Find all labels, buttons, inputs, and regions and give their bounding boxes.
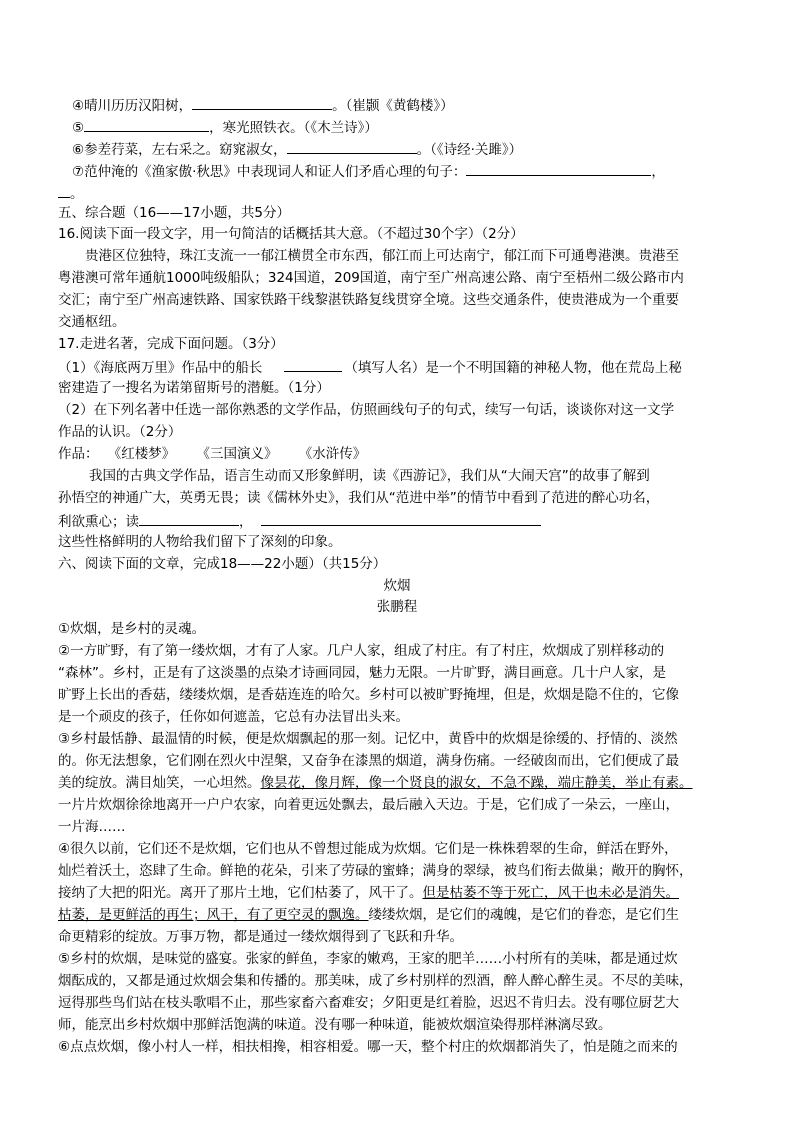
article-title: 炊烟 — [383, 578, 411, 594]
answer-blank[interactable] — [261, 510, 541, 526]
q17-part-2-line-2: 作品的认识。（2分） — [58, 424, 182, 440]
paragraph-3-line: 美的绽放。满目灿笑，一心坦然。像昙花，像月辉，像一个贤良的淑女，不急不躁，端庄静美，举止有素。 — [58, 775, 693, 791]
underlined-sentence: 枯萎，是更鲜活的再生；风干，有了更空灵的飘逸。 — [58, 907, 369, 923]
article-author: 张鹏程 — [376, 599, 418, 615]
poem-line-6: ⑥参差荇菜，左右采之。窈窕淑女， 。（《诗经·关雎》） — [72, 138, 522, 159]
paragraph-5-line: 师，能烹出乡村炊烟中那鲜活饱满的味道。没有哪一种味道，能被炊烟渲染得那样淋漓尽致。 — [58, 1017, 612, 1033]
paragraph-4-line: 命更精彩的绽放。万事万物，都是通过一缕炊烟得到了飞跃和升华。 — [58, 929, 463, 945]
answer-blank[interactable] — [84, 116, 209, 132]
paragraph-2-line: 是一个顽皮的孩子，任你如何遮盖，它总有办法冒出头来。 — [58, 709, 409, 725]
paragraph-5-line: ⑤乡村的炊烟，是味觉的盛宴。张家的鲜鱼，李家的嫩鸡，王家的肥羊……小村所有的美味，都是通过炊 — [58, 951, 678, 967]
paragraph-4-line: ④很久以前，它们还不是炊烟，它们也从不曾想过能成为炊烟。它们是一株株碧翠的生命，鲜活在野外， — [58, 841, 678, 857]
paragraph-2-line: 旷野上长出的香菇，缕缕炊烟，是香菇连连的哈欠。乡村可以被旷野掩埋，但是，炊烟是隐不住的，它像 — [58, 687, 679, 703]
paragraph-3-line: 的。你无法想象，它们刚在烈火中涅槃，又奋争在漆黑的烟道，满身伤痛。一经破囱而出，它们便成了最 — [58, 753, 679, 769]
paragraph-5-line: 烟酝成的，又都是通过炊烟会集和传播的。那美味，成了乡村别样的烈酒，醉人醉心醉生灵。不尽的美味， — [58, 973, 693, 989]
paragraph-4-line: 灿烂着沃土，恣肆了生命。鲜艳的花朵，引来了劳碌的蜜蜂；满身的翠绿，被鸟们衔去做巢；敞开的胸怀， — [58, 863, 693, 879]
work-option: 《红楼梦》 — [114, 446, 176, 462]
answer-blank[interactable] — [139, 510, 239, 526]
answer-blank[interactable] — [287, 138, 417, 154]
work-option: 《三国演义》 — [203, 446, 278, 462]
q16-passage-line: 贵港区位独特，珠江支流一一郁江横贯全市东西，郁江而上可达南宁，郁江而下可通粤港澳。贵港至 — [85, 248, 679, 264]
paragraph-4-line: 枯萎，是更鲜活的再生；风干，有了更空灵的飘逸。缕缕炊烟，是它们的魂魄，是它们的眷恋，是它们生 — [58, 907, 679, 923]
paragraph-1: ①炊烟，是乡村的灵魂。 — [58, 621, 206, 637]
poem-line-7-end: 。 — [58, 182, 84, 203]
example-line: 这些性格鲜明的人物给我们留下了深刻的印象。 — [58, 534, 342, 550]
q17-part-1: （1）《海底两万里》作品中的船长 （填写人名）是一个不明国籍的神秘人物，他在荒岛上秘 — [58, 356, 682, 377]
paragraph-3-line: 一片片炊烟徐徐地离开一户户农家，向着更远处飘去，最后融入天边。于是，它们成了一朵云，一座山， — [58, 797, 679, 813]
poem-line-4: ④晴川历历汉阳树， 。（崔颢《黄鹤楼》） — [72, 94, 454, 115]
underlined-sentence: 像昙花，像月辉，像一个贤良的淑女，不急不躁，端庄静美，举止有素。 — [260, 775, 693, 791]
paragraph-2-line: ②一方旷野，有了第一缕炊烟，才有了人家。几户人家，组成了村庄。有了村庄，炊烟成了别样移动的 — [58, 643, 665, 659]
paragraph-6-line: ⑥点点炊烟，像小村人一样，相扶相搀，相容相爱。哪一天，整个村庄的炊烟都消失了，怕是随之而来的 — [58, 1039, 678, 1055]
answer-blank[interactable] — [58, 182, 70, 198]
work-option: 《水浒传》 — [305, 446, 367, 462]
answer-blank[interactable] — [192, 94, 332, 110]
paragraph-3-line: 一片海…… — [58, 819, 126, 835]
question-17: 17.走进名著，完成下面问题。（3分） — [58, 336, 284, 352]
question-16: 16.阅读下面一段文字，用一句简洁的话概括其大意。（不超过30个字）（2分） — [58, 226, 524, 242]
poem-line-7: ⑦范仲淹的《渔家傲·秋思》中表现词人和证人们矛盾心理的句子： ， — [72, 160, 665, 181]
paragraph-2-line: “森林”。乡村，正是有了这淡墨的点染才诗画同园，魅力无限。一片旷野，满目画意。几十户人家，是 — [58, 665, 666, 681]
q17-part-2: （2）在下列名著中任选一部你熟悉的文学作品，仿照画线句子的句式，续写一句话，谈谈你对这一文学 — [58, 402, 675, 418]
example-line-fill: 利欲熏心；读 ， — [58, 510, 541, 531]
answer-blank[interactable] — [284, 356, 342, 372]
underlined-sentence: 但是枯萎不等于死亡，风干也未必是消失。 — [422, 885, 679, 901]
answer-blank[interactable] — [466, 160, 651, 176]
section-6-title: 六、阅读下面的文章，完成18——22小题）（共15分） — [58, 556, 387, 572]
q16-passage-line: 交汇；南宁至广州高速铁路、国家铁路干线黎湛铁路复线贯穿全境。这些交通条件，使贵港成为一个重要 — [58, 292, 679, 308]
paragraph-5-line: 逗得那些鸟们站在枝头歌唱不止，那些家畜六畜难安；夕阳更是红着脸，迟迟不肯归去。没有哪位厨艺大 — [58, 995, 679, 1011]
example-line: 孙悟空的神通广大，英勇无畏；读《儒林外史》，我们从“范进中举”的情节中看到了范进的醉心功名， — [58, 490, 660, 506]
paragraph-3-line: ③乡村最恬静、最温情的时候，便是炊烟飘起的那一刻。记忆中，黄昏中的炊烟是徐缓的、抒情的、淡然 — [58, 731, 678, 747]
example-line: 我国的古典文学作品，语言生动而又形象鲜明，读《西游记》，我们从“大闹天宫”的故事了解到 — [89, 468, 650, 484]
q16-passage-line: 粤港澳可常年通航1000吨级船队；324国道，209国道，南宁至广州高速公路、南宁至梧州二级公路市内 — [58, 270, 684, 286]
poem-line-5: ⑤ ，寒光照铁衣。（《木兰诗》） — [72, 116, 378, 137]
q16-passage-line: 交通枢纽。 — [58, 314, 126, 330]
works-list: 作品： 《红楼梦》 《三国演义》 《水浒传》 — [58, 446, 367, 462]
q17-part-1-line-2: 密建造了一搜名为诺第留斯号的潜艇。（1分） — [58, 380, 330, 396]
paragraph-4-line: 接纳了大把的阳光。离开了那片土地，它们枯萎了，风干了。但是枯萎不等于死亡，风干也未必是消失。 — [58, 885, 679, 901]
section-5-title: 五、综合题（16——17小题，共5分） — [58, 205, 290, 221]
